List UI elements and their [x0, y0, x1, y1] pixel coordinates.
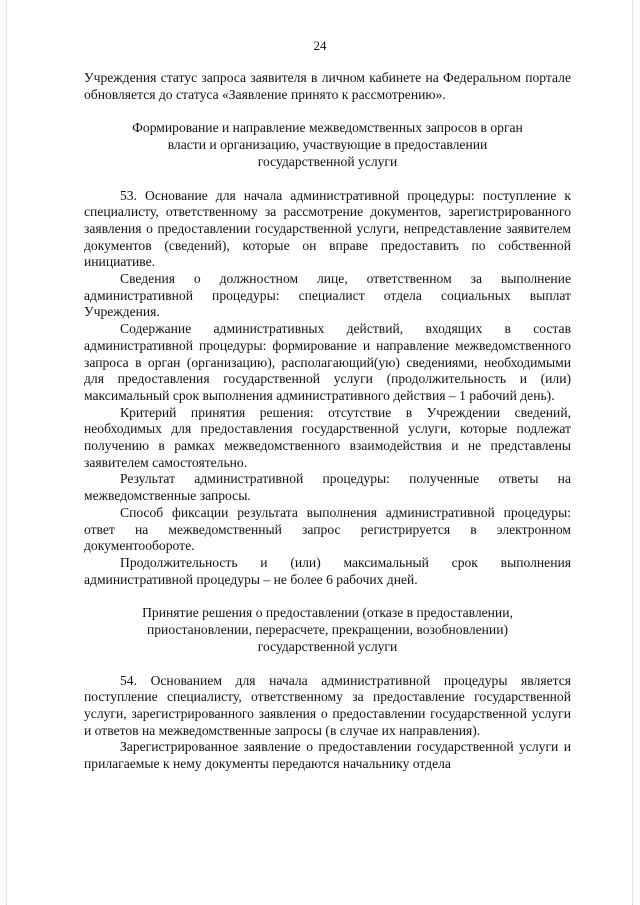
paragraph-53-result: Результат административной процедуры: полученные ответы на межведомственные запросы.	[84, 471, 571, 504]
paragraph-53-actions: Содержание административных действий, входящих в состав административной процедуры: формирование и направление межведомственного запроса в орган (организацию), располагающий(ую) сведениями, необходимыми для предоставления государственной услуги (продолжительность и (или) максимальный срок выполнения административного действия – 1 рабочий день).	[84, 321, 571, 403]
document-body	[84, 70, 571, 773]
section-heading-decision: Принятие решения о предоставлении (отказе в предоставлении, приостановлении, перерасчете, прекращении, возобновлении) государственной услуги	[142, 605, 513, 654]
paragraph-54-transfer: Зарегистрированное заявление о предоставлении государственной услуги и прилагаемые к нему документы передаются начальнику отдела	[84, 739, 571, 772]
page-number: 24	[313, 38, 327, 53]
section-heading-interagency-requests: Формирование и направление межведомственных запросов в орган власти и организацию, участвующие в предоставлении государственной услуги	[132, 120, 523, 169]
scan-edge-right	[632, 0, 634, 905]
paragraph-53-duration: Продолжительность и (или) максимальный срок выполнения административной процедуры – не более 6 рабочих дней.	[84, 554, 571, 587]
paragraph-53-decision-criterion: Критерий принятия решения: отсутствие в Учреждении сведений, необходимых для предоставления государственной услуги, которые подлежат получению в рамках межведомственного взаимодействия и не представлены заявителем самостоятельно.	[84, 404, 571, 470]
scan-edge-left	[6, 0, 8, 905]
paragraph-53-recording-method: Способ фиксации результата выполнения административной процедуры: ответ на межведомственный запрос регистрируется в электронном документообороте.	[84, 504, 571, 554]
paragraph-54-basis: 54. Основанием для начала административной процедуры является поступление специалисту, ответственному за предоставление государственной услуги, зарегистрированного заявления о предоставлении государственной услуги и ответов на межведомственные запросы (в случае их направления).	[84, 672, 571, 738]
paragraph-53-basis: 53. Основание для начала административной процедуры: поступление к специалисту, ответственному за рассмотрение документов, зарегистрированного заявления о предоставлении государственной услуги, непредставление заявителем документов (сведений), которые он вправе предоставить по собственной инициативе.	[84, 187, 571, 270]
intro-paragraph: Учреждения статус запроса заявителя в личном кабинете на Федеральном портале обновляется до статуса «Заявление принято к рассмотрению».	[84, 70, 571, 102]
paragraph-53-responsible-official: Сведения о должностном лице, ответственном за выполнение административной процедуры: специалист отдела социальных выплат Учреждения.	[84, 271, 571, 320]
